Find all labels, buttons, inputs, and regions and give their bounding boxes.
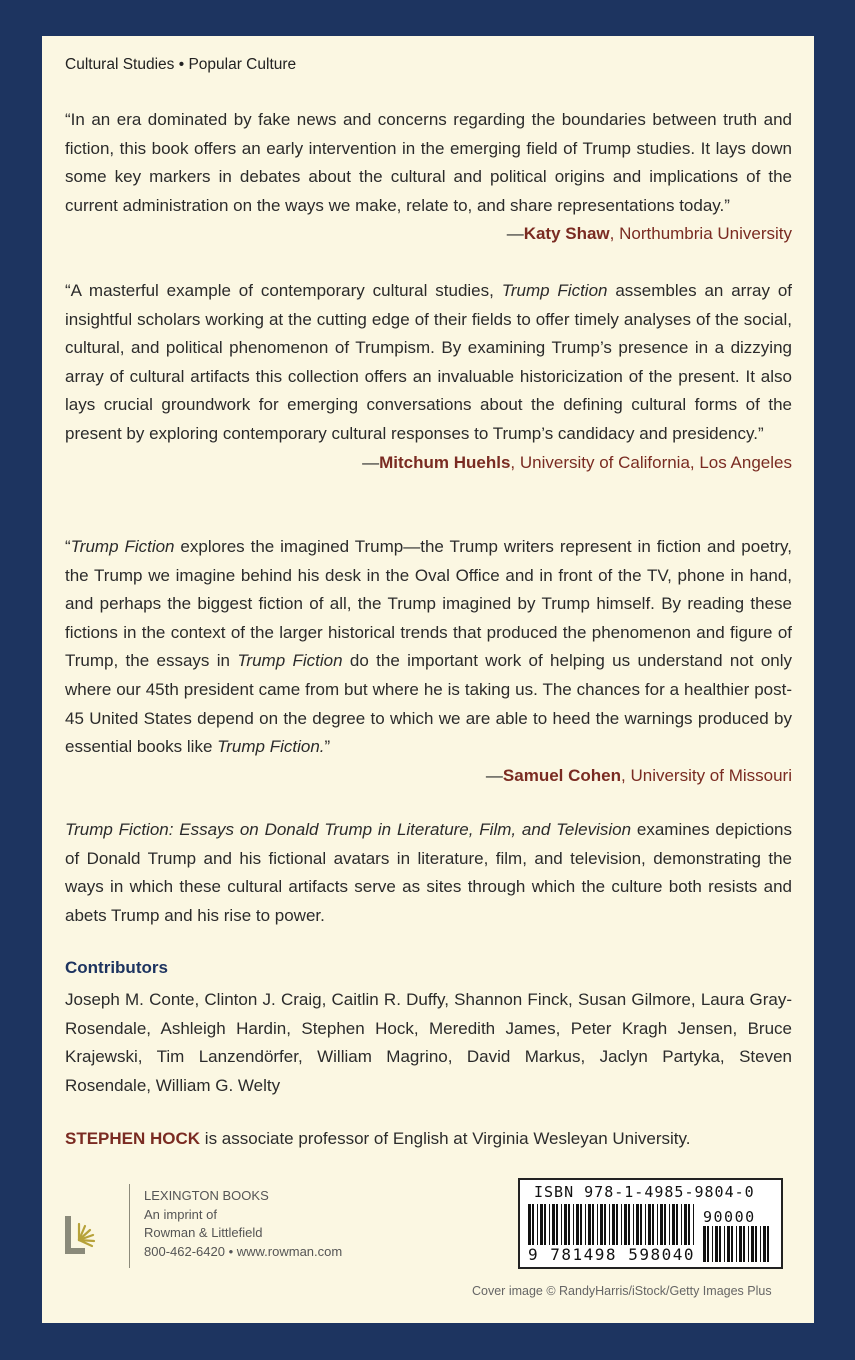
barcode-bar [672,1204,675,1248]
barcode-bar [688,1204,690,1248]
publisher-name: LEXINGTON BOOKS [144,1188,269,1203]
blurb-attribution [65,220,792,249]
barcode-bar [612,1204,615,1248]
barcode-bar [540,1204,543,1248]
blurb-attribution [65,449,792,478]
barcode-bar [767,1226,769,1262]
contributors-heading: Contributors [65,958,168,977]
back-cover [42,36,814,1323]
barcode-bar [561,1204,562,1248]
barcode-bar [580,1204,582,1248]
blurb-text: “ [65,537,71,556]
book-title: Trump Fiction [237,651,343,671]
barcode-bar [528,1204,531,1248]
book-title: Trump Fiction [501,281,608,300]
attribution-dash: — [506,224,524,244]
barcode-bar [715,1226,718,1262]
barcode-bar [552,1204,555,1248]
barcode-bar [537,1204,538,1248]
barcode-bar [731,1226,733,1262]
blurb-text: “A masterful example of contemporary cultural studies, [65,281,502,300]
publisher-divider [129,1184,130,1268]
blurb-huehls [65,277,792,477]
attribution-dash: — [362,452,380,472]
book-description [65,816,792,930]
barcode-bar [549,1204,550,1248]
publisher-parent: Rowman & Littlefield [144,1225,263,1240]
barcode-bar [544,1204,546,1248]
book-title: Trump Fiction. [217,737,325,757]
barcode-bar [640,1204,642,1248]
barcode-bar [743,1226,745,1262]
barcode-bar [568,1204,570,1248]
ean-barcode-bars [528,1204,696,1248]
barcode-bar [600,1204,603,1248]
attribution-affiliation: , University of Missouri [621,765,792,785]
barcode-bar [664,1204,666,1248]
barcode-bar [760,1226,761,1262]
barcode-bar [724,1226,725,1262]
barcode-bar [616,1204,618,1248]
barcode-bar [669,1204,670,1248]
blurb-attribution [65,762,792,791]
barcode-bar [609,1204,610,1248]
author-bio-text: is associate professor of English at Virginia Wesleyan University. [200,1129,691,1148]
attribution-name: Katy Shaw [523,224,610,244]
blurb-text: ” [324,737,331,757]
barcode-bar [532,1204,534,1248]
publisher-contact: 800-462-6420 • www.rowman.com [144,1243,343,1259]
barcode-bar [703,1226,706,1262]
barcode-bar [556,1204,558,1248]
isbn-number: ISBN 978-1-4985-9804-0 [534,1183,755,1201]
barcode-bar [604,1204,606,1248]
contributors-list: Joseph M. Conte, Clinton J. Craig, Caitlin R. Duffy, Shannon Finck, Susan Gilmore, Laura Gray-Rosendale, Ashleigh Hardin, Stephen Hock, Meredith James, Peter Kragh Jensen, Bruce Krajewski, Tim Lanzendörfer, William Magrino, David Markus, Jaclyn Partyka, Steven Rosendale, William G. Welty [65,990,792,1095]
barcode-bar [707,1226,709,1262]
blurb-shaw [65,106,792,249]
barcode-bar [736,1226,737,1262]
lexington-logo-icon [65,1206,107,1258]
ean-digits: 9 781498 598040 [528,1245,695,1264]
barcode-bar [585,1204,586,1248]
barcode-bar [597,1204,598,1248]
barcode-bar [755,1226,757,1262]
category-label: Cultural Studies • Popular Culture [65,56,297,73]
barcode-bar [652,1204,654,1248]
book-full-title: Trump Fiction: Essays on Donald Trump in Literature, Film, and Television [65,820,632,839]
isbn-barcode [518,1178,783,1269]
publisher-imprint: An imprint of [144,1206,217,1222]
author-name: STEPHEN HOCK [65,1129,201,1148]
attribution-affiliation: , University of California, Los Angeles [510,452,792,472]
barcode-bar [621,1204,622,1248]
barcode-bar [693,1204,694,1248]
attribution-name: Mitchum Huehls [379,452,511,472]
attribution-name: Samuel Cohen [502,765,622,785]
blurb-cohen [65,533,792,790]
blurb-text: explores the imagined Trump—the Trump writers represent in fiction and poetry, the Trump we imagine behind his desk in the Oval Office and in front of the TV, phone in hand, and perhaps the biggest fiction of all, the Trump imagined by Trump himself. By reading these fictions in the context of the larger historical trends that produced the phenomenon and figure of Trump, the essays in [65,537,792,671]
barcode-bar [592,1204,594,1248]
barcode-bar [719,1226,721,1262]
barcode-bar [727,1226,730,1262]
barcode-bar [657,1204,658,1248]
barcode-bar [748,1226,749,1262]
barcode-bar [763,1226,766,1262]
barcode-bar [576,1204,579,1248]
barcode-bar [588,1204,591,1248]
barcode-bar [636,1204,639,1248]
blurb-text: assembles an array of insightful scholars working at the cutting edge of their fields to offer timely analyses of the social, cultural, and political phenomenon of Trumpism. By examining Trump’s presence in a dizzying array of cultural artifacts this collection offers an invaluable historicization of the present. It also lays crucial groundwork for emerging conversations about the defining cultural forms of the present by exploring contemporary cultural responses to Trump’s candidacy and presidency.” [65,281,792,443]
barcode-bar [564,1204,567,1248]
barcode-bar [633,1204,634,1248]
barcode-bar [676,1204,678,1248]
barcode-bar [628,1204,630,1248]
price-code: 90000 [703,1208,756,1226]
attribution-affiliation: , Northumbria University [609,224,792,244]
barcode-bar [751,1226,754,1262]
barcode-bar [684,1204,687,1248]
publisher-info [144,1187,342,1261]
publisher-block [65,1184,365,1274]
attribution-dash: — [485,765,503,785]
barcode-bar [624,1204,627,1248]
barcode-bar [645,1204,646,1248]
blurb-quote: “In an era dominated by fake news and concerns regarding the boundaries between truth and fiction, this book offers an early intervention in the emerging field of Trump studies. It lays down some key markers in debates about the cultural and political origins and implications of the current administration on the ways we make, relate to, and share representations today.” [65,110,792,215]
barcode-bar [712,1226,713,1262]
author-bio [65,1125,792,1154]
book-title: Trump Fiction [70,537,175,556]
barcode-bar [573,1204,574,1248]
cover-image-credit: Cover image © RandyHarris/iStock/Getty Images Plus [472,1284,772,1298]
description-text: examines depictions of Donald Trump and his fictional avatars in literature, film, and television, demonstrating the ways in which these cultural artifacts serve as sites through which the culture both resists and abets Trump and his rise to power. [65,820,792,925]
blurb-text: do the important work of helping us understand not only where our 45th president came from but where he is taking us. The chances for a healthier post-45 United States depend on the degree to which we are able to heed the warnings produced by essential books like [65,651,793,757]
barcode-bar [648,1204,651,1248]
barcode-bar [681,1204,682,1248]
barcode-bar [660,1204,663,1248]
addon-barcode-bars [703,1226,773,1262]
barcode-bar [739,1226,742,1262]
